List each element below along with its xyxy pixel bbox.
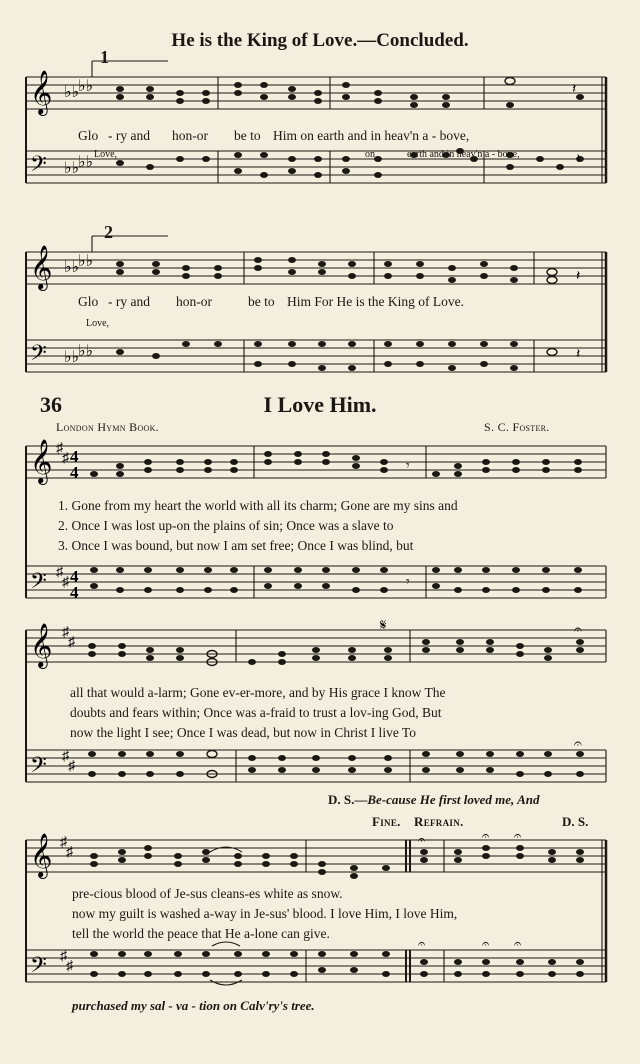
ds-mark: D. S. [562,814,589,829]
svg-text:♭♭: ♭♭ [64,259,80,276]
verse-2-line-2: doubts and fears within; Once was a-fraid to trust a lov-ing God, But [70,705,442,720]
svg-text:𝄾: 𝄾 [406,459,410,474]
svg-text:4: 4 [70,583,79,602]
svg-text:𝄐: 𝄐 [482,937,490,952]
verse-1-line-1: 1. Gone from my heart the world with all its charm; Gone are my sins and [58,498,458,513]
music-system-verse-line-2 [0,612,640,812]
svg-text:𝄋: 𝄋 [380,616,387,634]
refrain-label: Refrain. [414,814,464,829]
verse-1-line-3: pre-cious blood of Je-sus cleans-es white as snow. [72,886,343,901]
svg-text:𝄽: 𝄽 [576,347,581,362]
ds-text-label: D. S.— [328,792,368,807]
verse-3-line-2: now the light I see; Once I was dead, but now in Christ I live To [70,725,416,740]
svg-text:𝄢: 𝄢 [30,341,47,371]
svg-text:♯: ♯ [62,575,69,590]
svg-text:𝄢: 𝄢 [30,753,47,783]
hymn-number: 36 [40,392,62,417]
svg-text:𝄐: 𝄐 [418,937,426,952]
svg-text:𝄐: 𝄐 [574,736,582,752]
music-system-ending-1: 𝄞 𝄢 ♭♭ ♭♭ ♭♭ ♭♭ 𝄽 𝄽 Glo - ry and hon-or be to Him on earth and in heav'n a - bove, Love, on earth and in heav'n a - bove, 1 [0,55,640,215]
svg-text:𝄢: 𝄢 [30,953,47,983]
music-system-verse-line-1 [0,430,640,610]
svg-text:𝄞: 𝄞 [30,245,53,289]
ending-mark-1: 1 [100,47,109,67]
svg-text:♯: ♯ [68,635,75,650]
svg-text:♯: ♯ [60,949,67,964]
svg-text:4: 4 [70,447,79,466]
ds-text-lyric: Be-cause He first loved me, And [367,792,540,807]
svg-text:♯: ♯ [62,749,69,764]
svg-text:𝄞: 𝄞 [30,833,53,877]
svg-text:𝄽: 𝄽 [576,269,581,284]
ending-mark-2: 2 [104,222,113,242]
svg-text:♭♭: ♭♭ [64,84,80,101]
music-system-verse-line-3 [0,812,640,1012]
svg-text:4: 4 [70,567,79,586]
svg-text:♯: ♯ [60,835,67,850]
svg-text:♯: ♯ [62,625,69,640]
svg-text:𝄐: 𝄐 [482,829,490,844]
fine-label: Fine. [372,814,401,829]
svg-text:♯: ♯ [66,845,73,860]
verse-1-line-2: all that would a-larm; Gone ev-er-more, and by His grace I know The [70,685,446,700]
svg-text:4: 4 [70,463,79,482]
verse-2-line-3: now my guilt is washed a-way in Je-sus' blood. I love Him, I love Him, [72,906,458,921]
hymn-title: I Love Him. [263,392,377,417]
hymn-source: London Hymn Book. [56,420,159,434]
svg-text:♯: ♯ [66,959,73,974]
svg-text:𝄞: 𝄞 [30,70,53,114]
svg-text:♯: ♯ [62,451,69,466]
page-header: He is the King of Love.—Concluded. [171,30,469,51]
svg-text:𝄾: 𝄾 [406,575,410,590]
svg-text:♭♭: ♭♭ [78,78,94,95]
hymn-composer: S. C. Foster. [484,420,550,434]
svg-text:♭♭: ♭♭ [78,343,94,360]
svg-text:𝄽: 𝄽 [572,82,577,97]
svg-text:𝄐: 𝄐 [574,622,582,638]
svg-text:𝄐: 𝄐 [514,937,522,952]
verse-2-line-1: 2. Once I was lost up-on the plains of sin; Once was a slave to [58,518,394,533]
ds-text [328,792,539,808]
svg-text:𝄐: 𝄐 [418,833,426,848]
svg-text:𝄢: 𝄢 [30,152,47,182]
verse-3-line-1: 3. Once I was bound, but now I am set free; Once I was blind, but [58,538,414,553]
svg-text:♭♭: ♭♭ [64,349,80,366]
svg-text:♭♭: ♭♭ [78,253,94,270]
svg-text:♭♭: ♭♭ [78,154,94,171]
music-system-ending-2: 𝄞 𝄢 ♭♭ ♭♭ ♭♭ ♭♭ 𝄽 𝄽 Glo - ry and hon-or be to Him For He is the King of Love. Love, 2 [0,222,640,382]
svg-text:𝄽: 𝄽 [576,152,581,167]
bottom-line-lyric: purchased my sal - va - tion on Calv'ry's tree. [72,998,315,1013]
svg-text:𝄐: 𝄐 [514,829,522,844]
svg-text:𝄞: 𝄞 [30,623,53,667]
svg-text:♯: ♯ [56,441,63,456]
svg-text:♯: ♯ [56,565,63,580]
svg-text:𝄢: 𝄢 [30,569,47,599]
svg-text:𝄞: 𝄞 [30,439,53,483]
svg-text:♭♭: ♭♭ [64,160,80,177]
verse-3-line-3: tell the world the peace that He a-lone can give. [72,926,330,941]
svg-text:♯: ♯ [68,759,75,774]
